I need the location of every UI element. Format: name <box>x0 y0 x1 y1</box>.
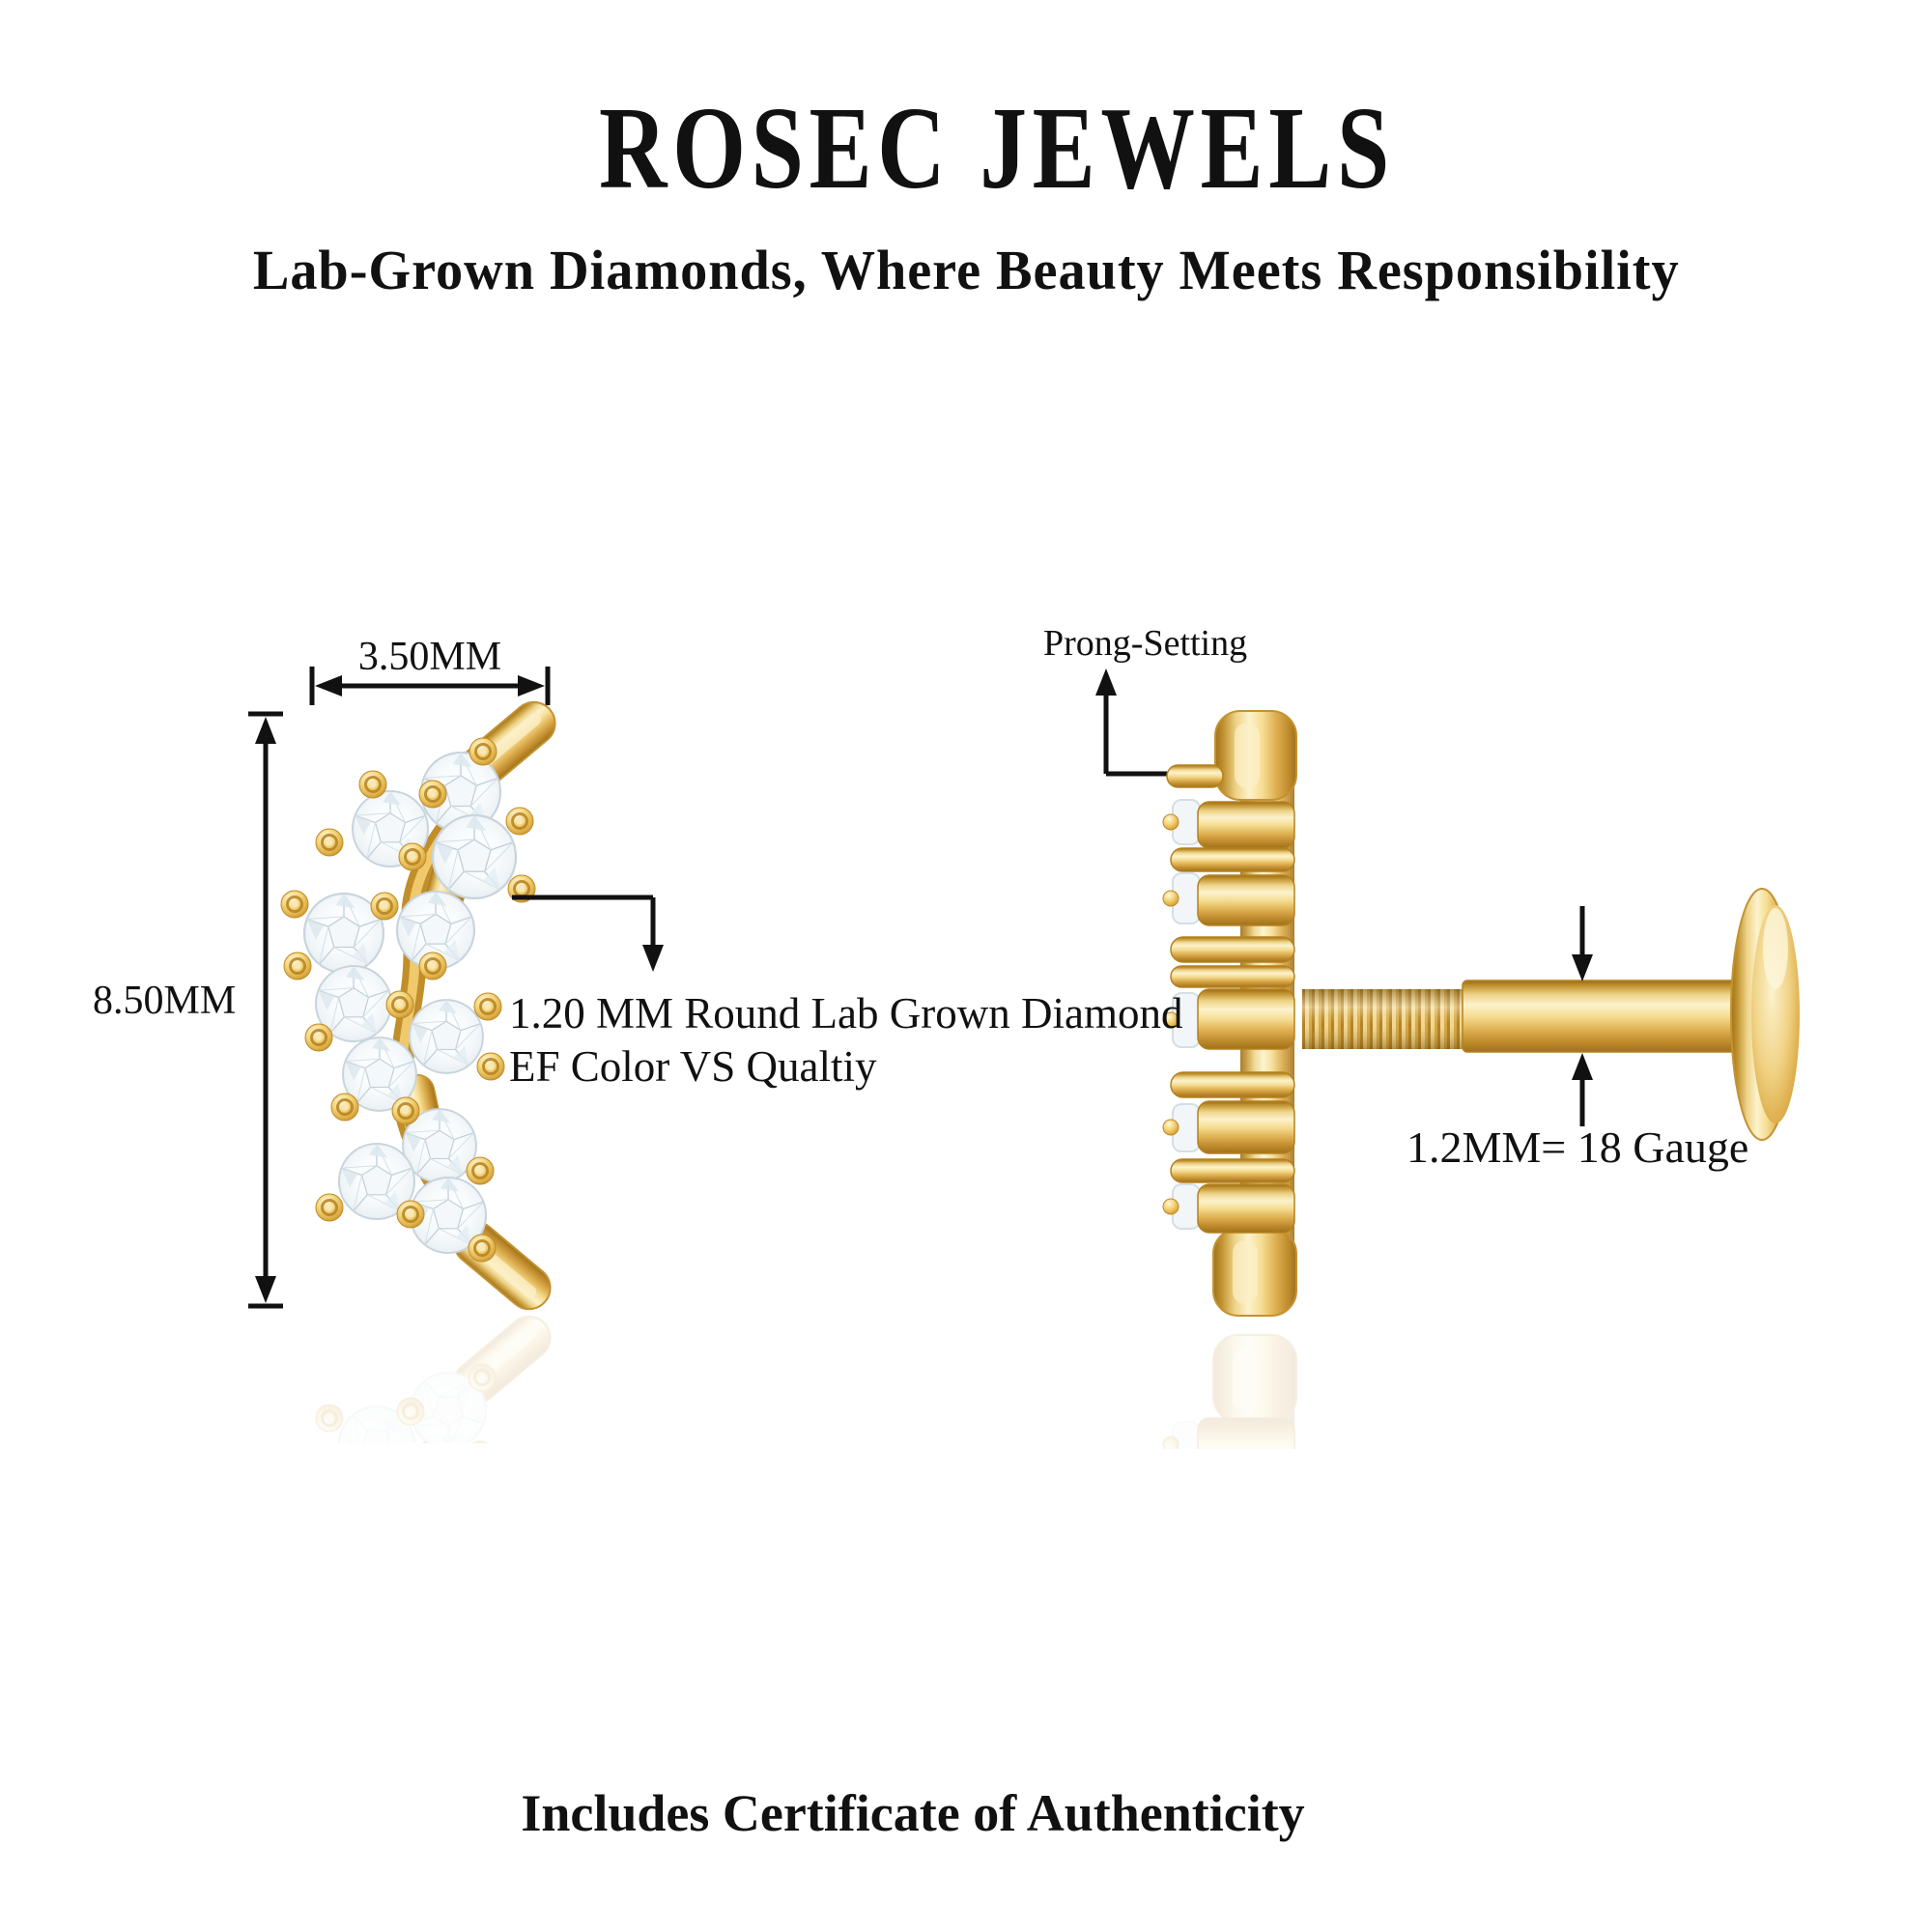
front-reflection <box>281 1308 564 1449</box>
width-dimension-label: 3.50MM <box>357 635 502 679</box>
screw-threads <box>1302 989 1464 1049</box>
page-title <box>0 81 1932 216</box>
gauge-arrow-down-icon <box>1572 954 1593 981</box>
dimension-arrow-down-icon <box>255 1276 276 1303</box>
diamond-annotation <box>509 987 1182 1094</box>
brand-title-text: ROSEC JEWELS <box>599 83 1395 213</box>
dimension-arrow-up-icon <box>255 717 276 744</box>
brand-tagline-text: Lab-Grown Diamonds, Where Beauty Meets Responsibility <box>252 239 1680 301</box>
leader-arrow-down-icon <box>642 945 664 972</box>
screw-post <box>1463 980 1748 1052</box>
gauge-arrow-up-icon <box>1572 1053 1593 1080</box>
side-bottom-tab <box>1213 1229 1296 1316</box>
certificate-text: Includes Certificate of Authenticity <box>521 1784 1305 1842</box>
labret-disc <box>1731 889 1800 1140</box>
diamond-annotation-line2: EF Color VS Qualtiy <box>509 1041 877 1091</box>
height-dimension-label: 8.50MM <box>93 979 237 1023</box>
earring-side-illustration <box>1163 711 1800 1316</box>
leader-arrow-up-icon <box>1095 668 1117 696</box>
diamond-annotation-leader <box>512 897 664 972</box>
prong-setting-leader <box>1095 668 1171 774</box>
height-dimension-line <box>248 714 283 1306</box>
gauge-label: 1.2MM= 18 Gauge <box>1406 1122 1749 1172</box>
prong-setting-label: Prong-Setting <box>1043 623 1248 664</box>
diamond-annotation-line1: 1.20 MM Round Lab Grown Diamond <box>509 989 1183 1037</box>
brand-tagline <box>0 238 1932 302</box>
side-reflection <box>1163 1335 1800 1468</box>
side-top-tab <box>1215 711 1296 800</box>
